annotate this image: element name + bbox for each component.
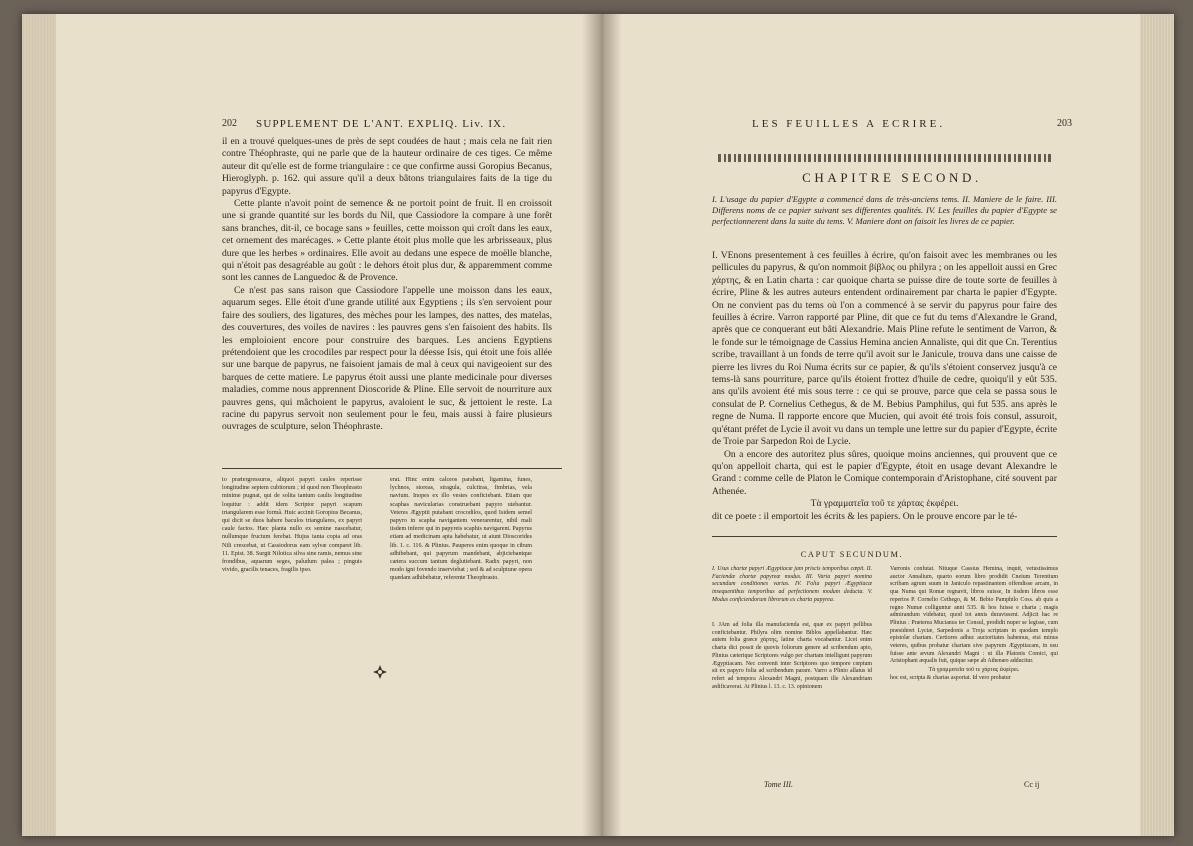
greek-verse: Τὰ γραμματεῖα τοῦ τε χάρτας ἐκφέρει. (810, 498, 959, 510)
left-paragraph-2: Cette plante n'avoit point de semence & ne portoit point de fruit. Il en croissoit une si grande quantité sur les bords du Nil, que Cassiodore la compare à une forêt sans branches, dit-il, ce bocage sans » feuilles, cette moisson qui croît dans les eaux, cet ornement des marécages. » Cette plante étoit plus molle que les arbrisseaux, plus dure que les herbes » ordinaires. Elle avoit au dedans une espece de moëlle blanche, qui n'étoit pas desagréable au goût : le dehors étoit plus dur, & apparemment comme sont les cannes de Languedoc & de Provence. (222, 198, 552, 284)
left-footnote-rule (222, 468, 562, 469)
left-footnote-col-1: to prætergressuros, aliquot papyri caules reperisse longitudine septem cubitorum ; id quod non Theophrasto minime pugnat, qui de solita tantum caulis longitudine loquitur : addit idem Scriptor papyri scapum triangularem esse formâ. Huic accinit Goropius Becanus, qui dicit se duos habere baculos triangulares, ex papyri caule factos. Hæc planta nullo ex semine nascebatur, nullumque fructum ferebat. Hujus tanta copia ad oras Nili crescebat, ut Cassiodorus eam sylvæ comparet lib. 11. Epist. 38. Surgit Nilotica silva sine ramis, nemus sine frondibus, aquarum seges, paludum palea ; pinguis vivido, gracilis tenaces, fragilis ipso. (222, 477, 362, 574)
signature-mark: Cc ij (1024, 780, 1040, 789)
right-running-title: LES FEUILLES A ECRIRE. (752, 118, 946, 130)
signature-tome: Tome III. (764, 780, 794, 789)
right-footnote-rule (712, 536, 1057, 537)
latin-column-2 (890, 566, 1058, 683)
page-edges-left (22, 14, 56, 836)
left-footnotes (222, 476, 567, 636)
latin-tail: hoc est, scripta & chartas asportat. Id vero probatur (890, 674, 1011, 681)
latin-chapter-title: CAPUT SECUNDUM. (800, 550, 904, 559)
latin-greek-quote: Τὰ γραμματεῖα τοῦ τε χάρτας ἐκφέρει. (928, 667, 1020, 674)
right-page-number: 203 (1057, 118, 1072, 129)
fleuron-ornament-icon (372, 664, 388, 680)
left-footnote-col-2: erat. Hinc enim calceos parabant, ligamina, funes, lychnos, storeas, stragula, culcitras, fimbrias, vela navium. Inopes ex illo vestes conficiebant. Etiam que scaphas navicularias construebant papyro utebantur. Veteres Ægyptii putabant crocodilos, quod Isidem semel papyro in scapha navigantem venerarentur, nihil mali iisdem inferre qui in papyreis scaphis navigarent. Papyrus etiam ad medicinam apta habebatur, ut aiunt Dioscorides lib. 1. c. 116. & Plinius. Pauperes enim quoque in cibum adhibebant, qui papyrum mandebant, abjiciebantque cætera succum tantum deglutiebant. Radix papyri, non modo igni fovendo inserviebat ; sed & ad sculpturæ opera quædam adhibebatur, referente Theophrasto. (390, 477, 532, 582)
chapter-summary: I. L'usage du papier d'Egypte a commencé dans de très-anciens tems. II. Maniere de le faire. III. Differens noms de ce papier suivant ses differentes qualités. IV. Les feuilles du papier d'Egypte se perfectionnerent dans la suite du tems. V. Maniere dont on faisoit les livres de ce papier. (712, 194, 1057, 227)
left-page-number: 202 (222, 118, 237, 129)
page-edges-right (1140, 14, 1174, 836)
ornament-band (718, 154, 1052, 162)
latin-summary: I. Usus chartæ papyri Ægyptiacæ jam priscis temporibus cœpit. II. Faciendæ chartæ papyreæ modus. III. Varia papyri nomina secundum conditiones varias. IV. Folia papyri Ægyptiacæ insequentibus temporibus ad perfectionem modum deducta. V. Modus conficiendorum librorum ex charta papyrea. (712, 566, 872, 603)
left-paragraph-1: il en a trouvé quelques-unes de près de sept coudées de haut ; mais cela ne fait rien contre Théophraste, qui ne parle que de la hauteur ordinaire de ces tiges. Ce même auteur dit qu'elle est de forme triangulaire : ce que confirme aussi Goropius Becanus, Hieroglyph. p. 162. qui assure qu'il a deux bâtons triangulaires faits de la tige du papyrus d'Egypte. (222, 136, 552, 197)
latin-column-1: I. JAm ad folia illa manufacienda est, quæ ex papyri pellibus conficiebantur. Philyra olim nomine Biblos appellabantur. Hæc autem folia græce χάρτης, latine charta vocabantur. Licet enim charta dici possit de quovis foliorum genere ad scribendum apto, Plinius cæterique Scriptores vulgo per chartam intelligunt papyrum Ægyptiacam. Nec convenit inter Scriptores quo tempore cœptum sit ex papyro folia ad scribendum parare. Varro a Plinio allatus id refert ad tempora Alexandri Magni, postquam ille Alexandriam ædificaverat. At Plinius l. 13. c. 13. opinionem (712, 622, 872, 690)
left-page (222, 14, 582, 836)
right-running-head (712, 118, 1072, 134)
right-page (712, 14, 1072, 836)
chapter-title: CHAPITRE SECOND. (802, 170, 982, 185)
book-gutter (582, 14, 622, 836)
latin-column-2-text: Varronis confutat. Nituque Cassius Hemina, inquit, vetustissimus auctor Annalium, quarto eorum libro prodidit Cneium Terentium scribam agrum suum in Janiculo repastinantem offendisse arcam, in qua Numa qui Romæ regnavit, libros suisse, In iisdem libros esse repertos P. Cornelio Cethego, & M. Bebio Pamphilo Coss. ab quis a regno Numæ colliguntur anni 535. & hos fuisse e charta ; magis admirandum videbatur, quod tot annis duravissent. Adjicit hac re Plinius : Præterea Mucianus ter Consul, prodidit nuper se legisse, cum præsideret Lyciæ, Sarpedonis a Troja scriptam in quodam templo epistolæ chartam. Certiores adhuc auctoritates habemus, etsi minus veteres, quibus probatur chartam sive papyrum Ægyptiacam, in usu fuisse ante ævum Alexandri Magni : ut illa Platonis Comici, qui Aristophani æqualis fuit, quique sæpe ab Athenæo adducitur. (890, 566, 1058, 665)
book-spread (22, 14, 1174, 836)
right-paragraph-2: On a encore des autoritez plus sûres, quoique moins anciennes, qui prouvent que ce qu'on appelloit charta, qui est le papier d'Egypte, étoit en usage devant Alexandre le Grand : comme celle de Platon le Comique contemporain d'Aristophane, cité souvent par Athenée. (712, 448, 1057, 497)
right-paragraph-4: dit ce poete : il emportoit les écrits & les papiers. On le prouve encore par le té- (712, 510, 1018, 522)
left-running-head (222, 118, 582, 134)
left-body-text (222, 136, 552, 434)
right-body-text (712, 250, 1057, 523)
left-paragraph-3: Ce n'est pas sans raison que Cassiodore l'appelle une moisson dans les eaux, aquarum seges. Elle étoit d'une grande utilité aux Egyptiens ; ils s'en servoient pour faire des souliers, des ligatures, des mèches pour les lampes, des nattes, des matelas, des couvertures, des voiles de navires : les pauvres gens s'en faisoient des habits. Ils les emploioient encore pour construire des barques. Les anciens Egyptiens prétendoient que les crocodiles par respect pour la déesse Isis, qui étoit une fois allée sur une barque de papyrus, ne faisoient jamais de mal à ceux qui navigeoient sur des barques de cette matiere. Le papyrus étoit aussi une plante medicinale pour diverses maladies, comme nous apprennent Dioscoride & Pline. Elle servoit de nourriture aux pauvres gens, qui mâchoient le papyrus, avaloient le suc, & jettoient le reste. La racine du papyrus servoit non seulement pour le feu, mais aussi à faire plusieurs ouvrages de sculpture, selon Théophraste. (222, 284, 552, 433)
right-paragraph-1: I. VEnons presentement à ces feuilles à écrire, qu'on faisoit avec les membranes ou les pellicules du papyrus, & qu'on nommoit βίβλος ou philyra ; on les appelloit aussi en Grec χάρτης, & en Latin charta : car quoique charta se puisse dire de toute sorte de feuilles à écrire, Pline & les autres auteurs entendent ordinairement par charta le papier d'Egypte. On ne convient pas du tems où l'on a commencé à se servir du papyrus pour faire des feuilles à écrire. Varron rapporté par Pline, dit que ce fut du tems d'Alexandre le Grand, après que ce conquerant eut bâti Alexandrie. Mais Pline refute le sentiment de Varron, & le fonde sur le témoignage de Cassius Hemina ancien Annaliste, qui dit que Cn. Terentius scribe, travaillant à un fonds de terre qu'il avoit sur le Janicule, trouva dans une caisse de pierre les livres du Roi Numa écrits sur ce papier, & qu'ils s'étoient conservez jusqu'à ce tems-là sans pourriture, parce qu'ils étoient frottez d'huile de cedre, quoiqu'il y eût 535. ans qu'ils avoient été mis sous terre : ce qui se prouve, parce que cela se passa sous le consulat de P. Cornelius Cethegus, & de M. Bebius Pamphilus, qui fut 535. ans après le regne de Numa. Il rapporte encore que Mucien, qui avoit été trois fois consul, assuroit, qu'étant préfet de Lycie il avoit vu dans un temple une lettre sur du papier d'Egypte, écrite de Troie par Sarpedon Roi de Lycie. (712, 250, 1057, 448)
left-running-title: SUPPLEMENT DE L'ANT. EXPLIQ. Liv. IX. (256, 118, 507, 130)
